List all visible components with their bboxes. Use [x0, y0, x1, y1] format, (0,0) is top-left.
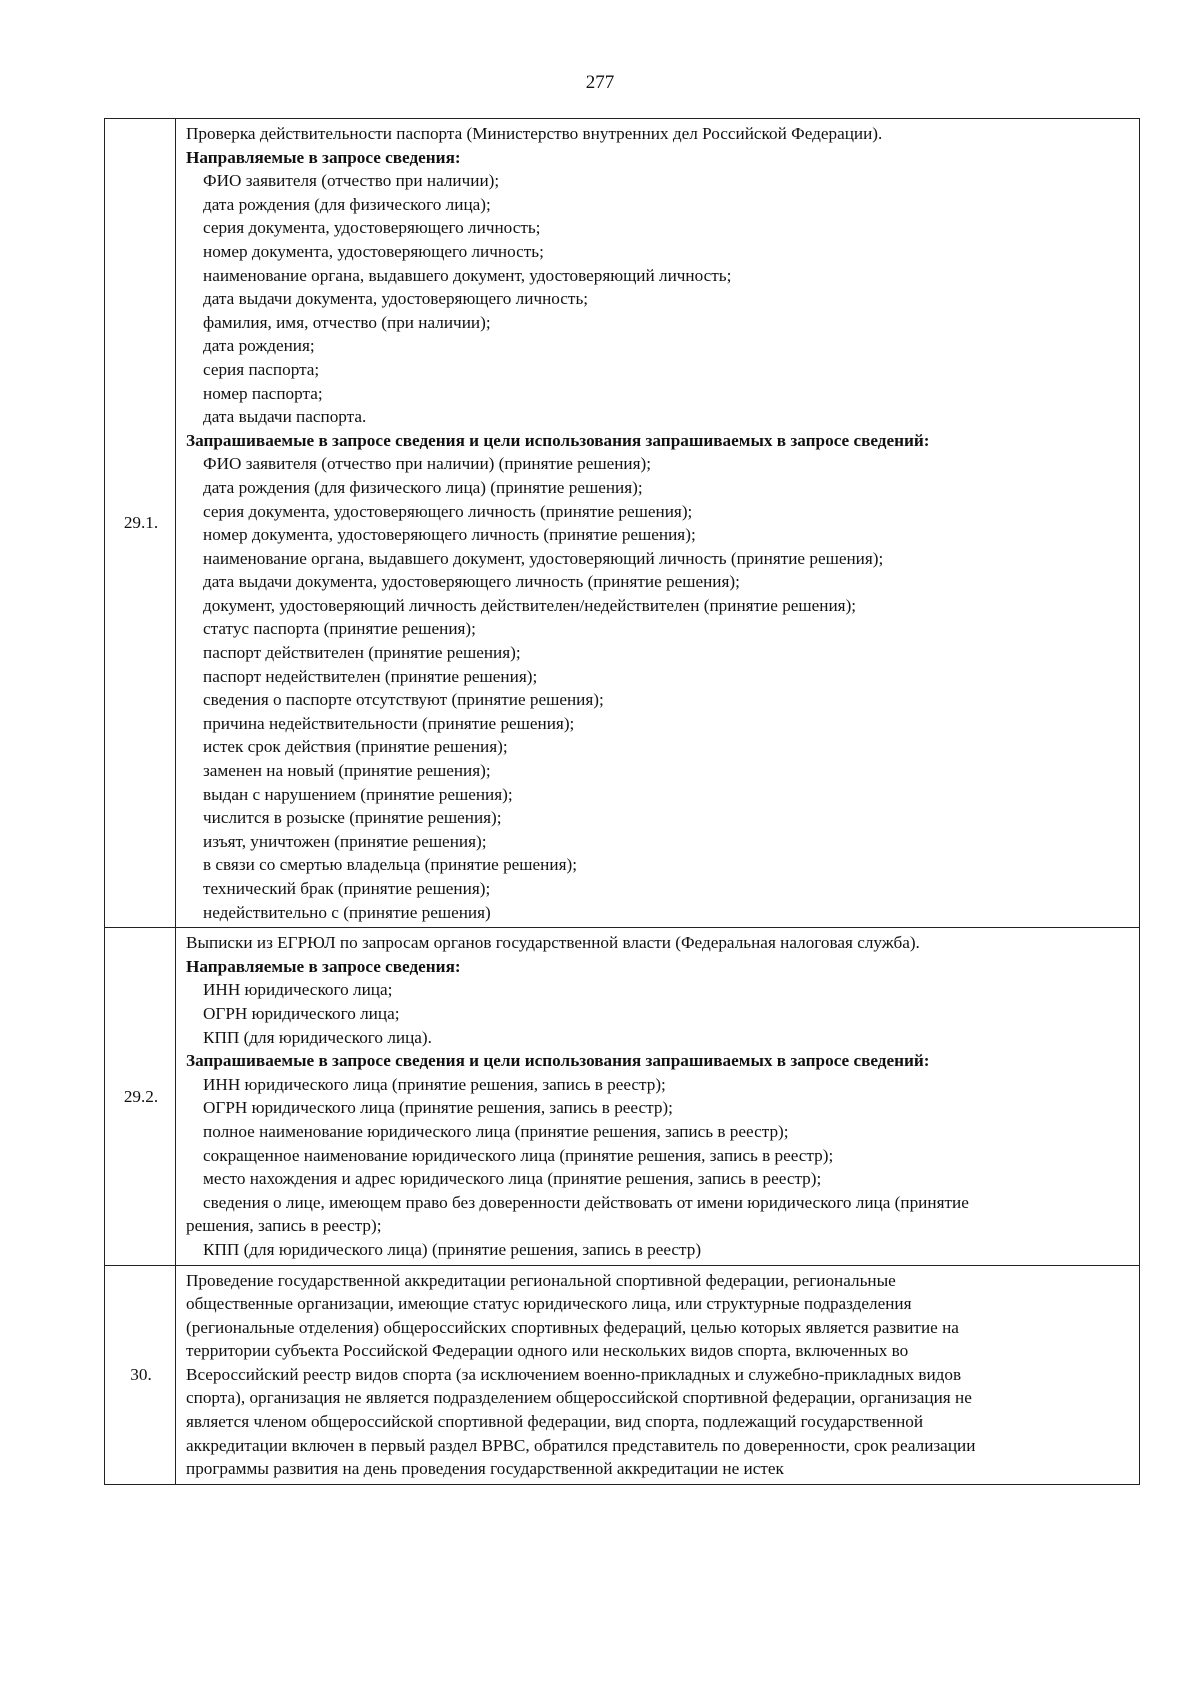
- requested-heading: Запрашиваемые в запросе сведения и цели использования запрашиваемых в запросе сведений:: [186, 430, 930, 450]
- list-item: серия документа, удостоверяющего личность;: [203, 218, 541, 238]
- list-item: ИНН юридического лица (принятие решения, запись в реестр);: [203, 1074, 666, 1094]
- paragraph-line: Проведение государственной аккредитации региональной спортивной федерации, региональные: [186, 1270, 896, 1290]
- paragraph-line: территории субъекта Российской Федерации одного или нескольких видов спорта, включенных во: [186, 1341, 909, 1361]
- table-row: [105, 119, 1140, 928]
- list-item: дата рождения;: [203, 336, 315, 356]
- list-item: серия документа, удостоверяющего личность (принятие решения);: [203, 501, 693, 521]
- requested-items-list: [186, 1073, 1133, 1191]
- list-item: КПП (для юридического лица).: [203, 1027, 432, 1047]
- list-item: ОГРН юридического лица;: [203, 1003, 400, 1023]
- row-number: 29.2.: [123, 1086, 159, 1106]
- list-item: статус паспорта (принятие решения);: [203, 619, 476, 639]
- list-item: числится в розыске (принятие решения);: [203, 808, 502, 828]
- table-row: [105, 928, 1140, 1265]
- list-item: паспорт недействителен (принятие решения);: [203, 666, 538, 686]
- list-item: ИНН юридического лица;: [203, 980, 393, 1000]
- sent-heading: Направляемые в запросе сведения:: [186, 147, 461, 167]
- list-item: номер паспорта;: [203, 383, 323, 403]
- list-item: наименование органа, выдавшего документ, удостоверяющий личность (принятие решения);: [203, 548, 884, 568]
- list-item: выдан с нарушением (принятие решения);: [203, 784, 513, 804]
- list-item: в связи со смертью владельца (принятие решения);: [203, 855, 577, 875]
- row-number-cell: [105, 119, 176, 928]
- paragraph-line: является членом общероссийской спортивной федерации, вид спорта, подлежащий государственной: [186, 1412, 924, 1432]
- list-item: недействительно с (принятие решения): [203, 902, 491, 922]
- paragraph-line: программы развития на день проведения государственной аккредитации не истек: [186, 1459, 784, 1479]
- list-item: заменен на новый (принятие решения);: [203, 761, 491, 781]
- sent-heading: Направляемые в запросе сведения:: [186, 956, 461, 976]
- list-item: дата рождения (для физического лица);: [203, 194, 491, 214]
- list-item: сокращенное наименование юридического лица (принятие решения, запись в реестр);: [203, 1145, 834, 1165]
- list-item: дата выдачи паспорта.: [203, 407, 367, 427]
- row-number-cell: [105, 1265, 176, 1484]
- list-item: место нахождения и адрес юридического лица (принятие решения, запись в реестр);: [203, 1169, 822, 1189]
- row-intro: Выписки из ЕГРЮЛ по запросам органов государственной власти (Федеральная налоговая служба).: [186, 933, 920, 953]
- list-item-continuation: решения, запись в реестр);: [186, 1216, 382, 1236]
- row-content-cell: [176, 928, 1140, 1265]
- list-item: фамилия, имя, отчество (при наличии);: [203, 312, 491, 332]
- list-item: технический брак (принятие решения);: [203, 879, 491, 898]
- paragraph-line: спорта), организация не является подразделением общероссийской спортивной федерации, организация не: [186, 1388, 972, 1408]
- list-item: ОГРН юридического лица (принятие решения, запись в реестр);: [203, 1098, 673, 1118]
- sent-items-list: [186, 169, 1133, 429]
- paragraph-line: аккредитации включен в первый раздел ВРВС, обратился представитель по доверенности, срок реализации: [186, 1435, 976, 1455]
- list-item: серия паспорта;: [203, 359, 320, 379]
- requested-items-list: [186, 452, 1133, 924]
- list-item: дата выдачи документа, удостоверяющего личность (принятие решения);: [203, 572, 740, 592]
- list-item: дата рождения (для физического лица) (принятие решения);: [203, 477, 643, 497]
- paragraph-line: (региональные отделения) общероссийских спортивных федераций, целью которых является развитие на: [186, 1317, 959, 1337]
- list-item: причина недействительности (принятие решения);: [203, 713, 575, 733]
- table-row: [105, 1265, 1140, 1484]
- list-item: истек срок действия (принятие решения);: [203, 737, 508, 757]
- list-item: документ, удостоверяющий личность действителен/недействителен (принятие решения);: [203, 595, 857, 615]
- list-item: ФИО заявителя (отчество при наличии);: [203, 171, 500, 191]
- list-item: ФИО заявителя (отчество при наличии) (принятие решения);: [203, 454, 652, 474]
- list-item: изъят, уничтожен (принятие решения);: [203, 831, 487, 851]
- row-number: 30.: [130, 1364, 152, 1384]
- row-intro: Проверка действительности паспорта (Министерство внутренних дел Российской Федерации).: [186, 124, 883, 143]
- row-number: 29.1.: [123, 513, 159, 533]
- list-item: сведения о лице, имеющем право без доверенности действовать от имени юридического лица (принятие: [203, 1192, 969, 1212]
- list-item: дата выдачи документа, удостоверяющего личность;: [203, 289, 589, 309]
- row-number-cell: [105, 928, 176, 1265]
- row-content-cell: [176, 1265, 1140, 1484]
- sent-items-list: [186, 978, 1133, 1049]
- list-item: сведения о паспорте отсутствуют (принятие решения);: [203, 690, 604, 710]
- requested-heading: Запрашиваемые в запросе сведения и цели использования запрашиваемых в запросе сведений:: [186, 1051, 930, 1071]
- list-item: паспорт действителен (принятие решения);: [203, 643, 521, 663]
- list-item: наименование органа, выдавшего документ, удостоверяющий личность;: [203, 265, 732, 285]
- paragraph-line: общественные организации, имеющие статус юридического лица, или структурные подразделения: [186, 1294, 912, 1314]
- list-item: номер документа, удостоверяющего личность;: [203, 241, 544, 261]
- list-item: КПП (для юридического лица) (принятие решения, запись в реестр): [203, 1239, 702, 1259]
- services-table: [104, 118, 1140, 1485]
- row-paragraph: [186, 1269, 1133, 1481]
- paragraph-line: Всероссийский реестр видов спорта (за исключением военно-прикладных и служебно-прикладных видов: [186, 1364, 962, 1384]
- list-item: номер документа, удостоверяющего личность (принятие решения);: [203, 525, 696, 545]
- row-content-cell: [176, 119, 1140, 928]
- list-item: полное наименование юридического лица (принятие решения, запись в реестр);: [203, 1121, 789, 1141]
- page-number: 277: [585, 72, 615, 93]
